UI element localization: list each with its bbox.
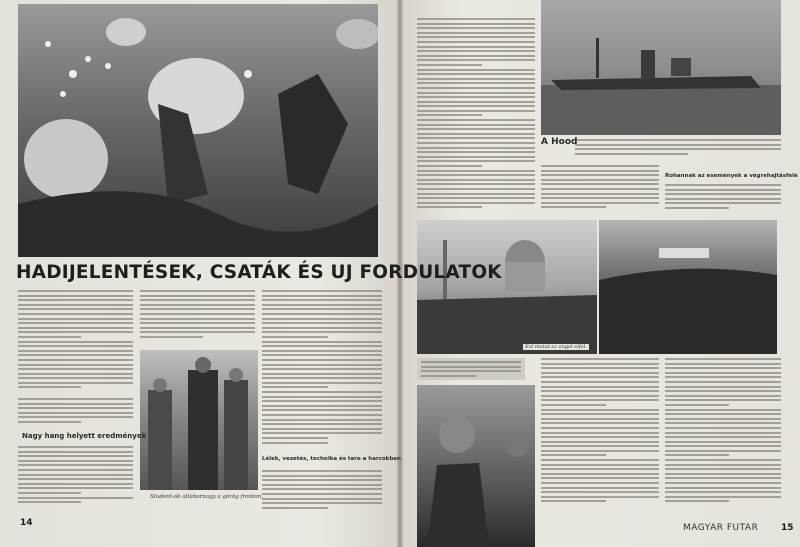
- text-line: [417, 92, 535, 94]
- text-line: [541, 422, 659, 424]
- text-line: [665, 477, 781, 479]
- text-line: [541, 404, 606, 406]
- text-line: [665, 450, 781, 452]
- text-line: [541, 500, 606, 502]
- page-number-right: 15: [781, 523, 794, 533]
- text-line: [417, 119, 535, 121]
- article-column-1: [18, 290, 133, 395]
- text-line: [18, 308, 133, 310]
- text-line: [541, 363, 659, 365]
- text-line: [140, 299, 255, 301]
- text-line: [262, 331, 382, 333]
- text-line: [541, 491, 659, 493]
- article-column-7: [541, 358, 659, 508]
- text-line: [541, 477, 659, 479]
- text-line: [262, 336, 328, 338]
- text-line: [262, 368, 382, 370]
- article-column-3-lower: [262, 470, 382, 515]
- text-line: [18, 299, 133, 301]
- text-line: [665, 413, 781, 415]
- text-line: [417, 96, 535, 98]
- text-line: [18, 318, 133, 320]
- text-line: [262, 442, 328, 444]
- text-line: [417, 183, 535, 185]
- text-line: [262, 299, 382, 301]
- text-line: [541, 413, 659, 415]
- text-line: [18, 368, 133, 370]
- text-line: [18, 336, 81, 338]
- text-line: [18, 398, 133, 400]
- text-line: [575, 144, 781, 146]
- battleship-photo: [541, 0, 781, 135]
- text-line: [18, 446, 133, 448]
- text-line: [262, 313, 382, 315]
- text-line: [18, 295, 133, 297]
- text-line: [665, 367, 781, 369]
- text-line: [665, 427, 781, 429]
- text-line: [417, 32, 535, 34]
- text-line: [18, 377, 133, 379]
- crowd-photo: [599, 220, 777, 354]
- text-line: [262, 493, 382, 495]
- article-column-1-lower: [18, 446, 133, 506]
- text-line: [18, 474, 133, 476]
- text-line: [665, 376, 781, 378]
- text-line: [262, 423, 382, 425]
- text-line: [417, 174, 535, 176]
- text-line: [18, 455, 133, 457]
- text-line: [417, 41, 535, 43]
- text-line: [665, 358, 781, 360]
- text-line: [18, 497, 133, 499]
- text-line: [575, 148, 781, 150]
- text-line: [140, 295, 255, 297]
- parachute-scene-graphic: [18, 4, 378, 257]
- text-line: [665, 202, 781, 204]
- text-line: [665, 363, 781, 365]
- text-line: [140, 331, 255, 333]
- text-line: [18, 359, 133, 361]
- text-line: [665, 468, 781, 470]
- text-line: [18, 373, 133, 375]
- text-line: [262, 359, 382, 361]
- text-line: [665, 441, 781, 443]
- text-line: [18, 460, 133, 462]
- text-line: [18, 345, 133, 347]
- text-line: [541, 170, 659, 172]
- text-line: [421, 361, 521, 363]
- text-line: [417, 156, 535, 158]
- text-line: [417, 73, 535, 75]
- text-line: [417, 110, 535, 112]
- text-line: [417, 197, 535, 199]
- text-line: [262, 428, 382, 430]
- text-line: [262, 386, 328, 388]
- officers-photo: [140, 350, 258, 490]
- text-line: [665, 198, 781, 200]
- text-line: [541, 436, 659, 438]
- text-line: [541, 386, 659, 388]
- text-line: [421, 366, 521, 368]
- text-line: [541, 367, 659, 369]
- text-line: [665, 422, 781, 424]
- text-line: [417, 133, 535, 135]
- text-line: [417, 137, 535, 139]
- text-line: [262, 498, 382, 500]
- text-line: [18, 364, 133, 366]
- text-line: [665, 500, 729, 502]
- text-line: [417, 170, 535, 172]
- text-line: [262, 345, 382, 347]
- text-line: [541, 183, 659, 185]
- text-line: [665, 372, 781, 374]
- text-line: [665, 390, 781, 392]
- text-line: [665, 404, 729, 406]
- text-line: [541, 418, 659, 420]
- text-line: [421, 375, 476, 377]
- text-line: [541, 432, 659, 434]
- text-line: [262, 322, 382, 324]
- text-line: [262, 377, 382, 379]
- text-line: [665, 496, 781, 498]
- article-column-1-mid: [18, 398, 133, 428]
- text-line: [541, 395, 659, 397]
- text-line: [541, 197, 659, 199]
- text-line: [18, 478, 133, 480]
- text-line: [541, 409, 659, 411]
- text-line: [665, 193, 781, 195]
- text-line: [262, 290, 382, 292]
- text-line: [417, 124, 535, 126]
- text-line: [262, 382, 382, 384]
- text-line: [541, 174, 659, 176]
- text-line: [541, 202, 659, 204]
- text-line: [417, 101, 535, 103]
- text-line: [140, 290, 255, 292]
- article-column-2: [140, 290, 255, 345]
- text-line: [417, 78, 535, 80]
- text-line: [18, 407, 133, 409]
- text-line: [541, 390, 659, 392]
- text-line: [665, 189, 781, 191]
- text-line: [18, 451, 133, 453]
- text-line: [18, 483, 133, 485]
- text-line: [665, 184, 781, 186]
- text-line: [541, 165, 659, 167]
- text-line: [541, 450, 659, 452]
- text-line: [262, 479, 382, 481]
- portrait-photo: [417, 385, 535, 547]
- text-line: [262, 391, 382, 393]
- text-line: [18, 421, 81, 423]
- text-line: [417, 202, 535, 204]
- text-line: [18, 487, 133, 489]
- text-line: [417, 59, 535, 61]
- text-line: [18, 416, 133, 418]
- text-line: [541, 188, 659, 190]
- text-line: [262, 308, 382, 310]
- text-line: [262, 414, 382, 416]
- article-column-8: [665, 358, 781, 508]
- ship-caption-lead: A Hood: [541, 137, 578, 147]
- text-line: [18, 492, 81, 494]
- text-line: [575, 139, 781, 141]
- text-line: [417, 206, 482, 208]
- text-line: [541, 399, 659, 401]
- officers-photo-caption: Student-ók altábornagy a görög fronton.: [150, 494, 263, 500]
- text-line: [18, 350, 133, 352]
- text-line: [262, 409, 382, 411]
- text-line: [18, 386, 81, 388]
- text-line: [541, 468, 659, 470]
- text-line: [417, 46, 535, 48]
- page-number-left: 14: [20, 518, 33, 528]
- text-line: [421, 370, 521, 372]
- text-line: [18, 403, 133, 405]
- text-line: [541, 459, 659, 461]
- text-line: [665, 418, 781, 420]
- text-line: [665, 491, 781, 493]
- text-line: [575, 153, 688, 155]
- text-line: [665, 464, 781, 466]
- text-line: [417, 165, 482, 167]
- text-line: [18, 412, 133, 414]
- article-column-4: [417, 18, 535, 213]
- headline: HADIJELENTÉSEK, CSATÁK ÉS UJ FORDULATOK: [16, 262, 502, 283]
- text-line: [262, 318, 382, 320]
- crowd-photo-caption: Ezt mutat az angol elfel.: [525, 344, 587, 350]
- text-line: [417, 50, 535, 52]
- text-line: [18, 469, 133, 471]
- text-line: [665, 487, 781, 489]
- text-line: [262, 304, 382, 306]
- text-line: [262, 327, 382, 329]
- text-line: [417, 151, 535, 153]
- text-line: [541, 464, 659, 466]
- text-line: [541, 496, 659, 498]
- text-line: [262, 470, 382, 472]
- text-line: [665, 436, 781, 438]
- text-line: [665, 482, 781, 484]
- text-line: [541, 441, 659, 443]
- text-line: [417, 55, 535, 57]
- text-line: [140, 308, 255, 310]
- text-line: [417, 147, 535, 149]
- text-line: [18, 341, 133, 343]
- portrait-caption: [417, 358, 525, 380]
- article-column-5: [541, 165, 659, 215]
- text-line: [541, 427, 659, 429]
- text-line: [541, 454, 606, 456]
- text-line: [140, 322, 255, 324]
- text-line: [262, 419, 382, 421]
- text-line: [541, 473, 659, 475]
- text-line: [262, 502, 382, 504]
- text-line: [665, 381, 781, 383]
- text-line: [541, 358, 659, 360]
- text-line: [417, 193, 535, 195]
- text-line: [417, 36, 535, 38]
- text-line: [262, 373, 382, 375]
- text-line: [541, 381, 659, 383]
- text-line: [541, 206, 606, 208]
- text-line: [140, 327, 255, 329]
- text-line: [262, 488, 382, 490]
- text-line: [262, 484, 382, 486]
- text-line: [262, 432, 382, 434]
- subheading-nagy-hang: Nagy hang helyett eredmények: [22, 432, 147, 440]
- magazine-masthead: MAGYAR FUTAR: [683, 523, 759, 533]
- text-line: [417, 64, 482, 66]
- text-line: [665, 473, 781, 475]
- text-line: [541, 487, 659, 489]
- text-line: [262, 400, 382, 402]
- text-line: [541, 482, 659, 484]
- text-line: [18, 382, 133, 384]
- text-line: [417, 82, 535, 84]
- text-line: [18, 327, 133, 329]
- text-line: [417, 18, 535, 20]
- text-line: [417, 188, 535, 190]
- text-line: [262, 507, 328, 509]
- text-line: [665, 399, 781, 401]
- text-line: [665, 445, 781, 447]
- subheading-lelek: Lélek, vezetés, technika és tere a harcokban: [262, 456, 401, 462]
- article-column-3: [262, 290, 382, 450]
- text-line: [541, 372, 659, 374]
- text-line: [262, 475, 382, 477]
- text-line: [417, 69, 535, 71]
- text-line: [541, 193, 659, 195]
- text-line: [665, 454, 729, 456]
- text-line: [140, 304, 255, 306]
- paratrooper-illustration: [18, 4, 378, 257]
- text-line: [417, 128, 535, 130]
- ship-caption: [541, 137, 781, 159]
- text-line: [18, 322, 133, 324]
- text-line: [417, 87, 535, 89]
- text-line: [140, 318, 255, 320]
- text-line: [262, 364, 382, 366]
- text-line: [665, 459, 781, 461]
- text-line: [665, 395, 781, 397]
- text-line: [417, 105, 535, 107]
- text-line: [417, 160, 535, 162]
- text-line: [262, 405, 382, 407]
- text-line: [262, 437, 328, 439]
- text-line: [262, 350, 382, 352]
- text-line: [18, 313, 133, 315]
- text-line: [541, 445, 659, 447]
- text-line: [665, 386, 781, 388]
- text-line: [262, 295, 382, 297]
- text-line: [18, 290, 133, 292]
- text-line: [665, 207, 729, 209]
- text-line: [18, 501, 81, 503]
- text-line: [417, 142, 535, 144]
- text-line: [18, 354, 133, 356]
- text-line: [262, 354, 382, 356]
- text-line: [417, 27, 535, 29]
- text-line: [417, 114, 482, 116]
- side-heading: Rohannak az események a végrehajtásfelé: [665, 173, 798, 179]
- text-line: [262, 341, 382, 343]
- text-line: [140, 313, 255, 315]
- text-line: [665, 409, 781, 411]
- text-line: [665, 432, 781, 434]
- text-line: [18, 464, 133, 466]
- text-line: [541, 179, 659, 181]
- text-line: [541, 376, 659, 378]
- text-line: [140, 336, 203, 338]
- mosque-photo: [417, 220, 597, 354]
- text-line: [417, 23, 535, 25]
- text-line: [18, 331, 133, 333]
- text-line: [262, 396, 382, 398]
- article-column-6: [665, 184, 781, 216]
- text-line: [18, 304, 133, 306]
- text-line: [417, 179, 535, 181]
